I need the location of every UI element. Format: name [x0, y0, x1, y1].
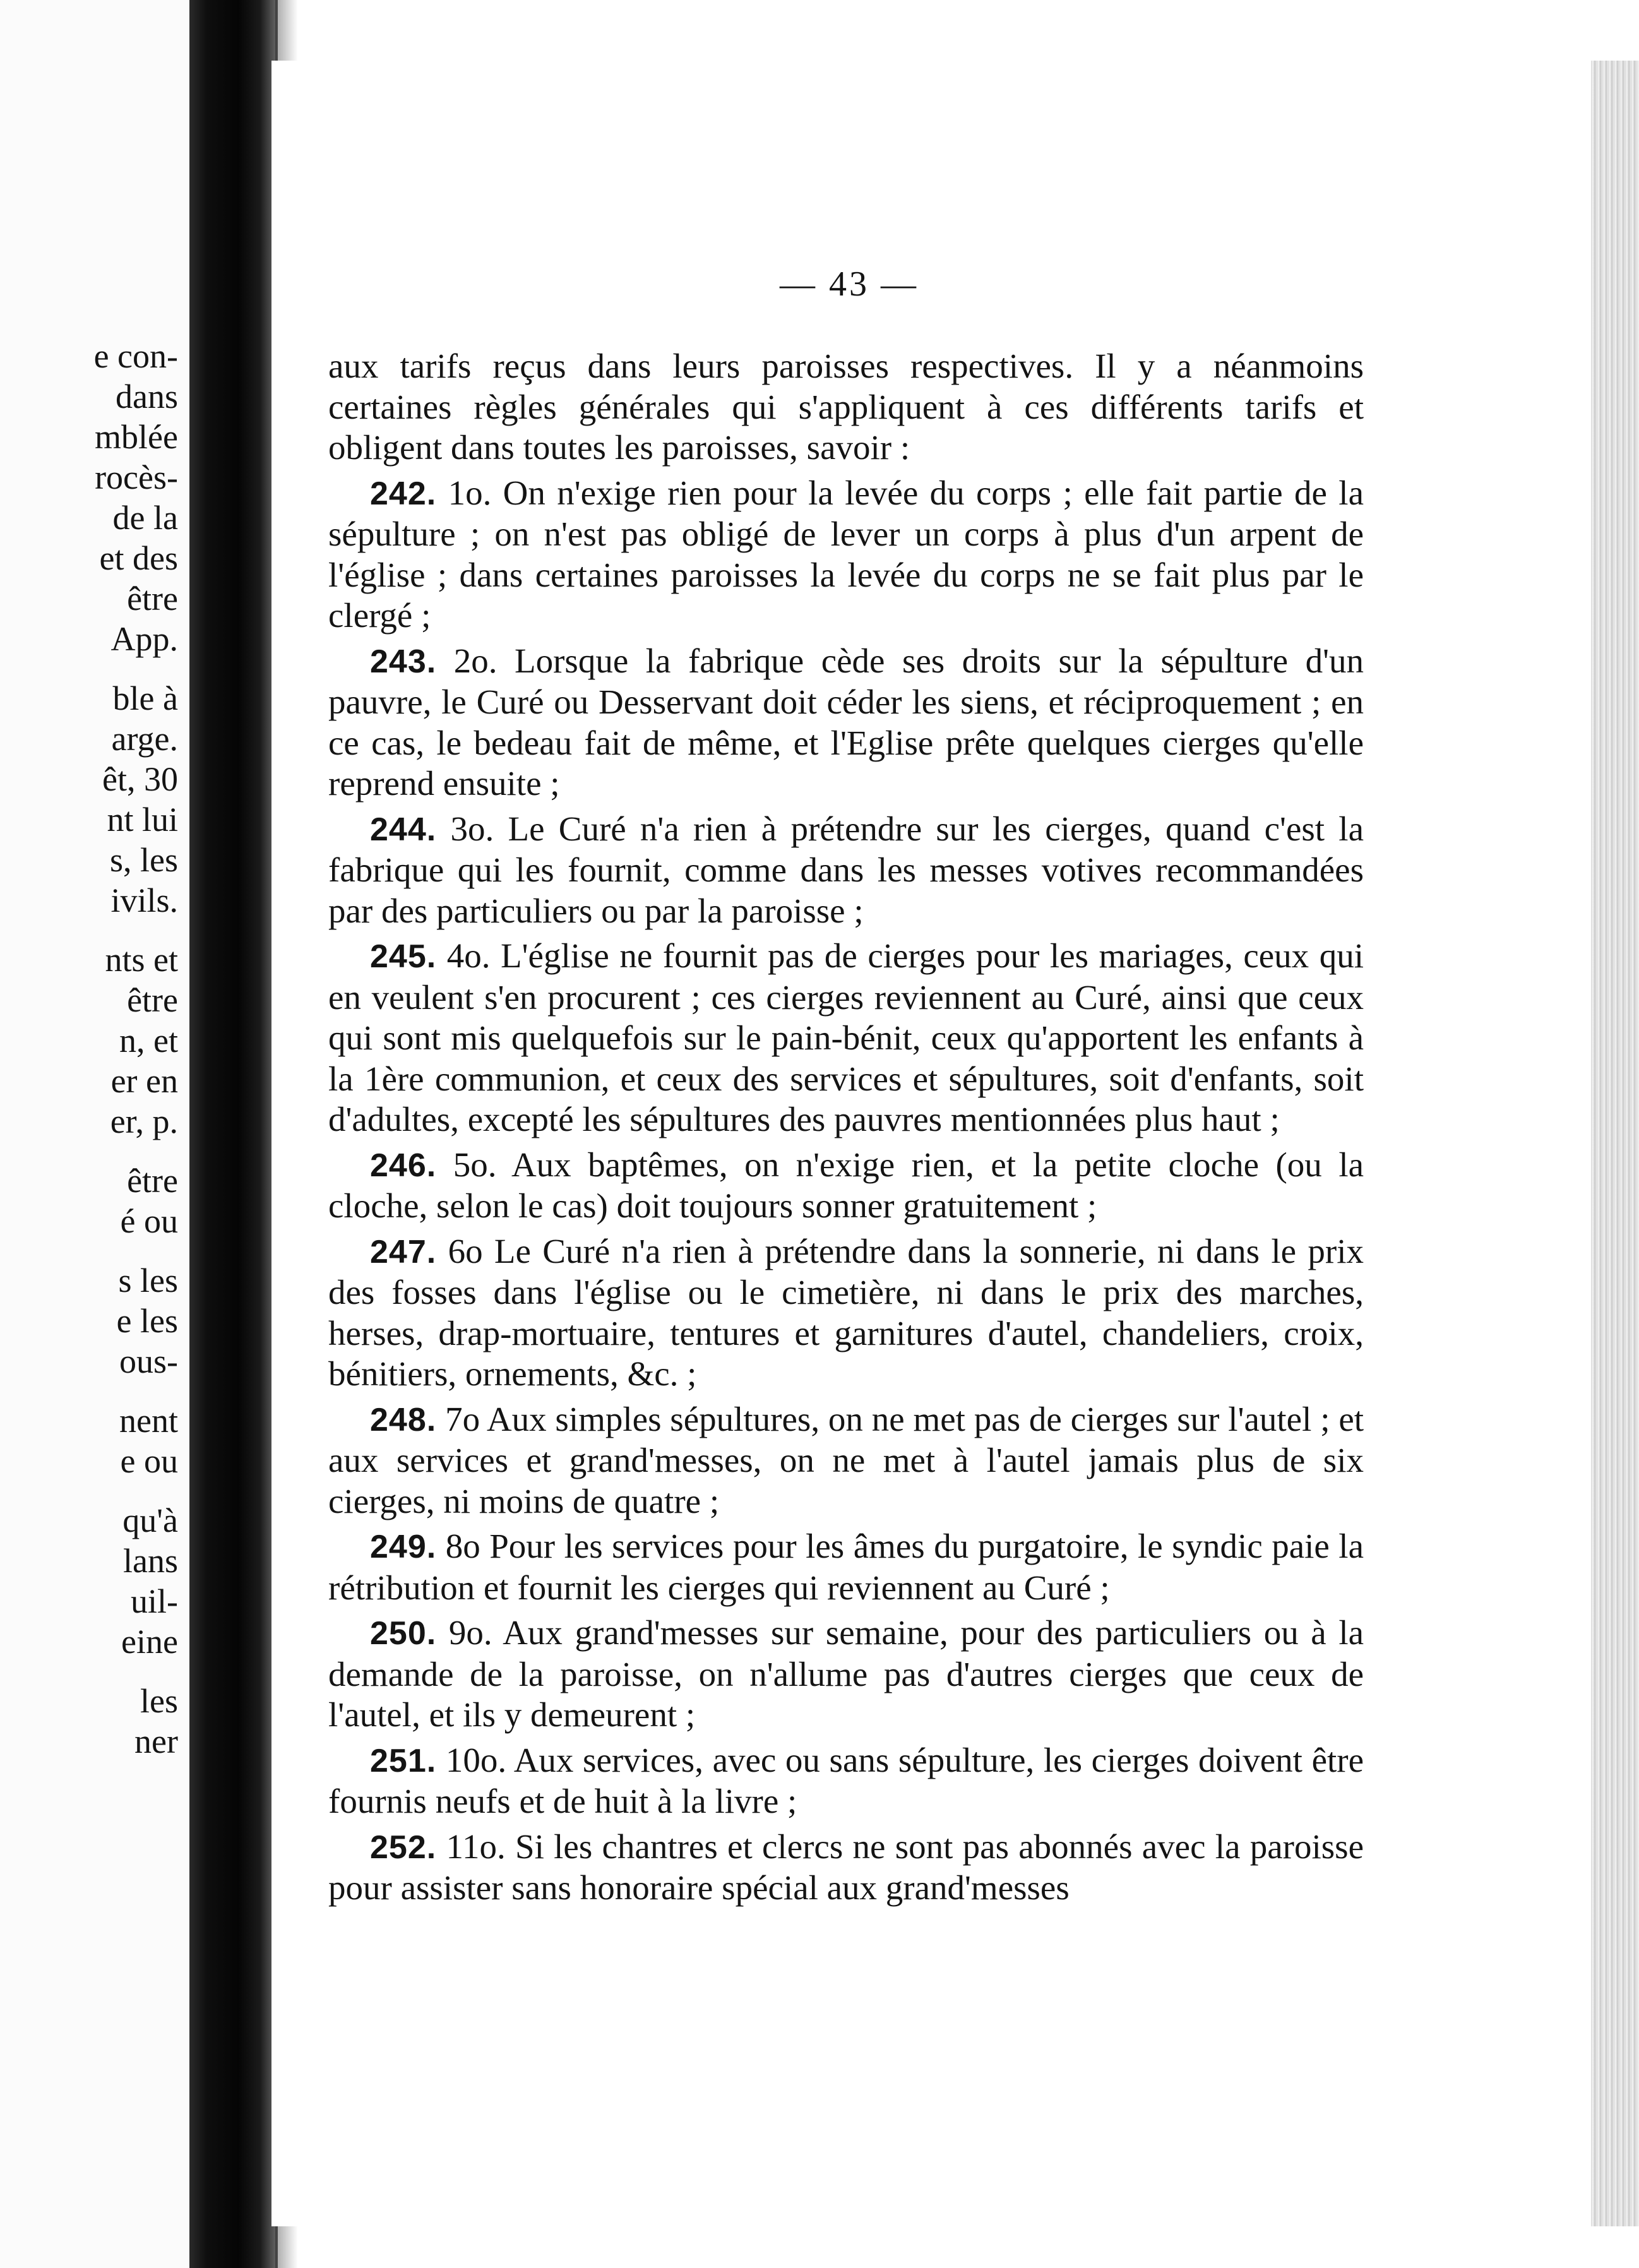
page-edges — [1591, 61, 1639, 2226]
left-page-line: mblée — [95, 418, 178, 456]
left-page-line: et des — [99, 539, 178, 577]
article-250 — [328, 1613, 1364, 1736]
article-text: 10o. Aux services, avec ou sans sépulture, les cierges doivent être fournis neufs et de huit à la livre ; — [328, 1740, 1364, 1820]
left-page-line: nt lui — [107, 801, 178, 839]
page-number: — 43 — — [780, 265, 919, 304]
article-text: 3o. Le Curé n'a rien à prétendre sur les cierges, quand c'est la fabrique qui les fournit, comme dans les messes votives recommandées par des particuliers ou par la paroisse ; — [328, 809, 1364, 930]
left-page-line: é ou — [120, 1202, 178, 1240]
left-page-line: êt, 30 — [102, 760, 178, 798]
article-number: 247. — [370, 1233, 437, 1270]
left-page-line: être — [127, 580, 178, 618]
left-page-line: ble à — [112, 679, 178, 717]
article-243 — [328, 641, 1364, 804]
article-247 — [328, 1231, 1364, 1395]
left-page-line: e les — [116, 1302, 178, 1340]
left-page-line: être — [127, 1162, 178, 1200]
article-number: 249. — [370, 1529, 437, 1565]
article-text: 6o Le Curé n'a rien à prétendre dans la sonnerie, ni dans le prix des fosses dans l'église ou le cimetière, ni dans le prix des marches, herses, drap-mortuaire, tentures et garnitures d'autel, chandeliers, croix, bénitiers, ornements, &c. ; — [328, 1231, 1364, 1393]
article-245 — [328, 936, 1364, 1140]
left-page-line: uil- — [131, 1582, 178, 1620]
article-249 — [328, 1526, 1364, 1608]
article-text: 5o. Aux baptêmes, on n'exige rien, et la petite cloche (ou la cloche, selon le cas) doit toujours sonner gratuitement ; — [328, 1145, 1364, 1225]
left-page-line: nent — [119, 1402, 178, 1440]
left-page-line: ner — [134, 1722, 178, 1760]
left-page-line: s, les — [110, 841, 178, 879]
article-text: 8o Pour les services pour les âmes du purgatoire, le syndic paie la rétribution et fournit les cierges qui reviennent au Curé ; — [328, 1527, 1364, 1607]
left-page-line: de la — [112, 499, 178, 537]
article-text: 4o. L'église ne fournit pas de cierges pour les mariages, ceux qui en veulent s'en procurent ; ces cierges reviennent au Curé, ainsi que ceux qui sont mis quelquefois sur le pain-bénit, ceux qu'apportent les enfants à la 1ère communion, et ceux des services et sépultures, soit d'enfants, soit d'adultes, excepté les sépultures des pauvres mentionnées plus haut ; — [328, 936, 1364, 1138]
left-page-line: dans — [116, 378, 178, 415]
left-page-line: rocès- — [95, 458, 178, 496]
article-text: 11o. Si les chantres et clercs ne sont pas abonnés avec la paroisse pour assister sans honoraire spécial aux grand'messes — [328, 1827, 1364, 1907]
article-number: 246. — [370, 1147, 437, 1184]
left-page-line: être — [127, 981, 178, 1019]
article-251 — [328, 1740, 1364, 1822]
left-page-line: e ou — [120, 1442, 178, 1480]
article-number: 251. — [370, 1742, 437, 1779]
article-number: 250. — [370, 1615, 437, 1652]
article-text: 1o. On n'exige rien pour la levée du corps ; elle fait partie de la sépulture ; on n'est pas obligé de lever un corps à plus d'un arpent de l'église ; dans certaines paroisses la levée du corps ne se fait plus par le clergé ; — [328, 473, 1364, 635]
left-page-line: arge. — [111, 720, 178, 758]
article-244 — [328, 809, 1364, 932]
left-page-line: er, p. — [110, 1102, 178, 1140]
left-page-line: s les — [118, 1262, 178, 1299]
article-252 — [328, 1827, 1364, 1909]
opening-paragraph: aux tarifs reçus dans leurs paroisses respectives. Il y a néanmoins certaines règles générales qui s'appliquent à ces différents tarifs et obligent dans toutes les paroisses, savoir : — [328, 347, 1364, 467]
article-242 — [328, 473, 1364, 636]
article-number: 242. — [370, 475, 437, 512]
page-body — [328, 346, 1364, 1913]
article-248 — [328, 1399, 1364, 1522]
left-page-line: n, et — [119, 1022, 178, 1059]
left-page-line: les — [140, 1682, 178, 1720]
left-page-line: er en — [110, 1062, 178, 1100]
article-number: 245. — [370, 938, 437, 975]
article-text: 9o. Aux grand'messes sur semaine, pour des particuliers ou à la demande de la paroisse, on n'allume pas d'autres cierges que ceux de l'autel, et ils y demeurent ; — [328, 1613, 1364, 1734]
left-page-line: ivils. — [110, 881, 178, 919]
left-page-line: eine — [121, 1623, 178, 1661]
left-page-line: App. — [110, 620, 178, 658]
article-number: 252. — [370, 1829, 437, 1866]
book-binding — [189, 0, 278, 2268]
left-page-line: lans — [123, 1542, 178, 1580]
left-page-line: ous- — [119, 1342, 178, 1380]
left-page-line: nts et — [105, 941, 178, 979]
article-number: 243. — [370, 643, 437, 680]
left-page-line: e con- — [93, 337, 178, 375]
article-number: 248. — [370, 1401, 437, 1438]
article-246 — [328, 1145, 1364, 1227]
article-text: 2o. Lorsque la fabrique cède ses droits sur la sépulture d'un pauvre, le Curé ou Desservant doit céder les siens, et réciproquement ; en ce cas, le bedeau fait de même, et l'Eglise prête quelques cierges qu'elle reprend ensuite ; — [328, 641, 1364, 803]
article-text: 7o Aux simples sépultures, on ne met pas de cierges sur l'autel ; et aux services et grand'messes, on ne met à l'autel jamais plus de six cierges, ni moins de quatre ; — [328, 1399, 1364, 1520]
article-number: 244. — [370, 811, 437, 848]
left-page-line: qu'à — [122, 1501, 178, 1539]
left-page-fragment — [0, 0, 189, 2268]
